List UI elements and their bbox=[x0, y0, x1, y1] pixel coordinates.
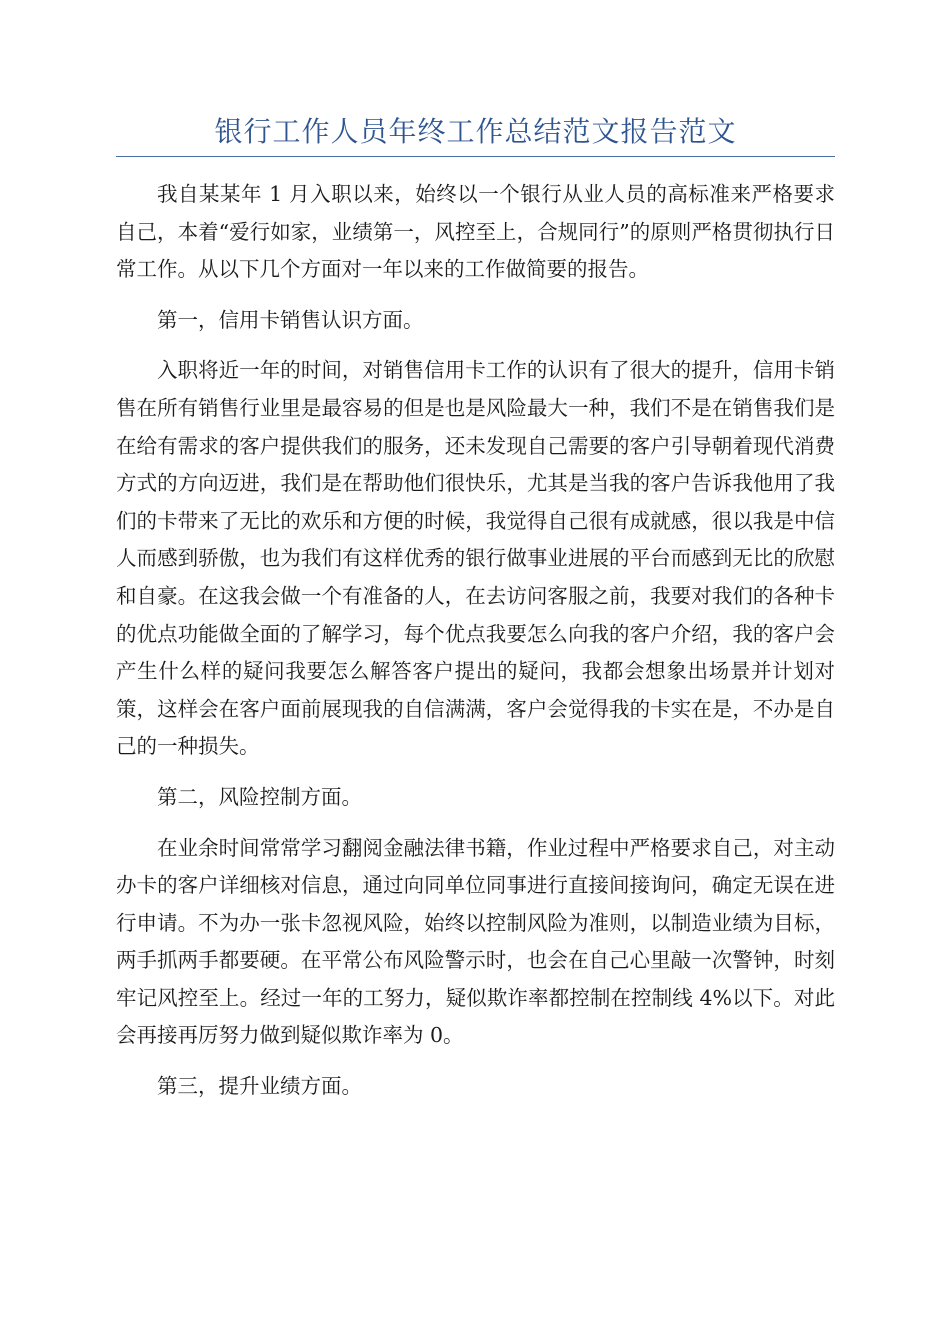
section-heading-credit-card-sales: 第一，信用卡销售认识方面。 bbox=[157, 307, 424, 332]
title-block bbox=[116, 112, 835, 157]
credit-card-sales-paragraph: 入职将近一年的时间，对销售信用卡工作的认识有了很大的提升，信用卡销售在所有销售行业里是最容易的但是也是风险最大一种，我们不是在销售我们是在给有需求的客户提供我们的服务，还未发现自己需要的客户引导朝着现代消费方式的方向迈进，我们是在帮助他们很快乐，尤其是当我的客户告诉我他用了我们的卡带来了无比的欢乐和方便的时候，我觉得自己很有成就感，很以我是中信人而感到骄傲，也为我们有这样优秀的银行做事业进展的平台而感到无比的欣慰和自豪。在这我会做一个有准备的人，在去访问客服之前，我要对我们的各种卡的优点功能做全面的了解学习，每个优点我要怎么向我的客户介绍，我的客户会产生什么样的疑问我要怎么解答客户提出的疑问，我都会想象出场景并计划对策，这样会在客户面前展现我的自信满满，客户会觉得我的卡实在是，不办是自己的一种损失。 bbox=[116, 358, 835, 759]
intro-paragraph: 我自某某年 1 月入职以来，始终以一个银行从业人员的高标准来严格要求自己，本着“爱行如家，业绩第一，风控至上，合规同行”的原则严格贯彻执行日常工作。从以下几个方面对一年以来的工作做简要的报告。 bbox=[116, 182, 835, 282]
risk-control-paragraph: 在业余时间常常学习翻阅金融法律书籍，作业过程中严格要求自己，对主动办卡的客户详细核对信息，通过向同单位同事进行直接间接询问，确定无误在进行申请。不为办一张卡忽视风险，始终以控制风险为准则，以制造业绩为目标，两手抓两手都要硬。在平常公布风险警示时，也会在自己心里敲一次警钟，时刻牢记风控至上。经过一年的工努力，疑似欺诈率都控制在控制线 4%以下。对此会再接再厉努力做到疑似欺诈率为 0。 bbox=[116, 835, 835, 1048]
document-title: 银行工作人员年终工作总结范文报告范文 bbox=[214, 115, 737, 148]
section-heading-risk-control: 第二，风险控制方面。 bbox=[157, 784, 362, 809]
document-body bbox=[116, 176, 835, 1106]
section-heading-performance: 第三，提升业绩方面。 bbox=[157, 1074, 362, 1099]
